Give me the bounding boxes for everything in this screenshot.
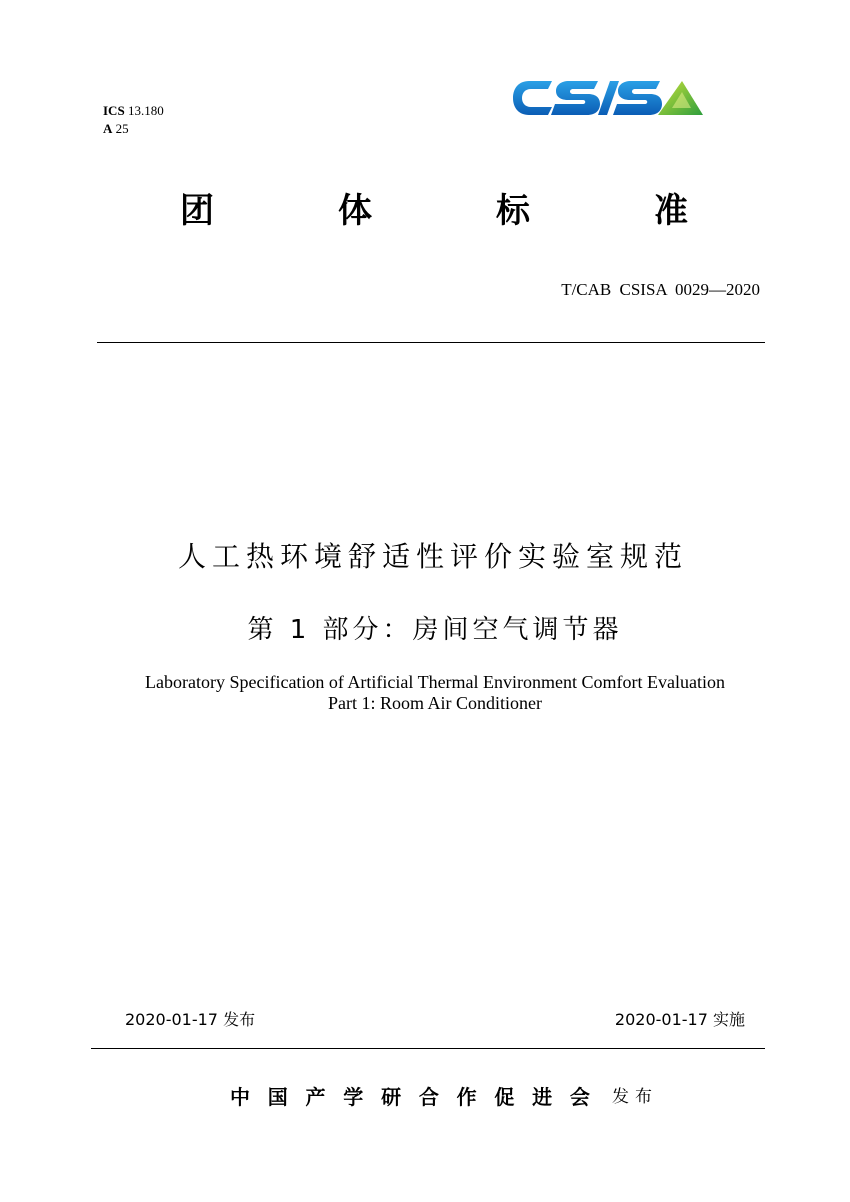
- logo-letter-c: [513, 81, 552, 115]
- document-title-en: Laboratory Specification of Artificial Thermal Environment Comfort Evaluation: [145, 672, 725, 692]
- publisher-char: 产: [305, 1085, 326, 1109]
- ccs-classification: [103, 122, 129, 135]
- standard-type-char: 团: [180, 191, 214, 231]
- publish-date: 2020-01-17 发布: [125, 1010, 256, 1029]
- standard-type-char: 标: [496, 191, 530, 231]
- top-divider: [97, 342, 765, 343]
- ics-label: ICS: [103, 103, 125, 118]
- publisher-char: 中: [230, 1085, 250, 1109]
- logo-letter-s2: [613, 81, 662, 115]
- ccs-code: 25: [115, 121, 129, 136]
- ics-classification: [103, 104, 164, 117]
- standard-type-heading: [180, 191, 688, 231]
- logo-letter-s1: [551, 81, 600, 115]
- publisher-char: 国: [267, 1085, 288, 1109]
- publisher-char: 作: [456, 1085, 477, 1109]
- publisher-char: 合: [418, 1085, 439, 1109]
- publisher-char: 研: [381, 1085, 402, 1109]
- ics-code: 13.180: [127, 103, 164, 118]
- standard-type-char: 体: [338, 191, 372, 231]
- document-part-title-en: Part 1: Room Air Conditioner: [328, 693, 542, 713]
- publisher-char: 促: [494, 1085, 515, 1109]
- publisher-char: 会: [569, 1085, 590, 1109]
- ccs-label: A: [103, 121, 113, 136]
- publisher-char: 学: [343, 1085, 364, 1109]
- document-part-title-zh: 第 1 部分：房间空气调节器: [247, 615, 623, 645]
- publisher-suffix: 发布: [612, 1087, 658, 1107]
- standard-number: T/CAB CSISA 0029—2020: [561, 280, 760, 299]
- publisher-name: [230, 1087, 590, 1107]
- publisher-char: 进: [532, 1085, 553, 1109]
- document-title-zh: 人工热环境舒适性评价实验室规范: [177, 540, 688, 573]
- csisa-logo: [512, 78, 704, 118]
- implement-date: 2020-01-17 实施: [614, 1010, 745, 1029]
- standard-type-char: 准: [654, 191, 688, 231]
- bottom-divider: [91, 1048, 765, 1049]
